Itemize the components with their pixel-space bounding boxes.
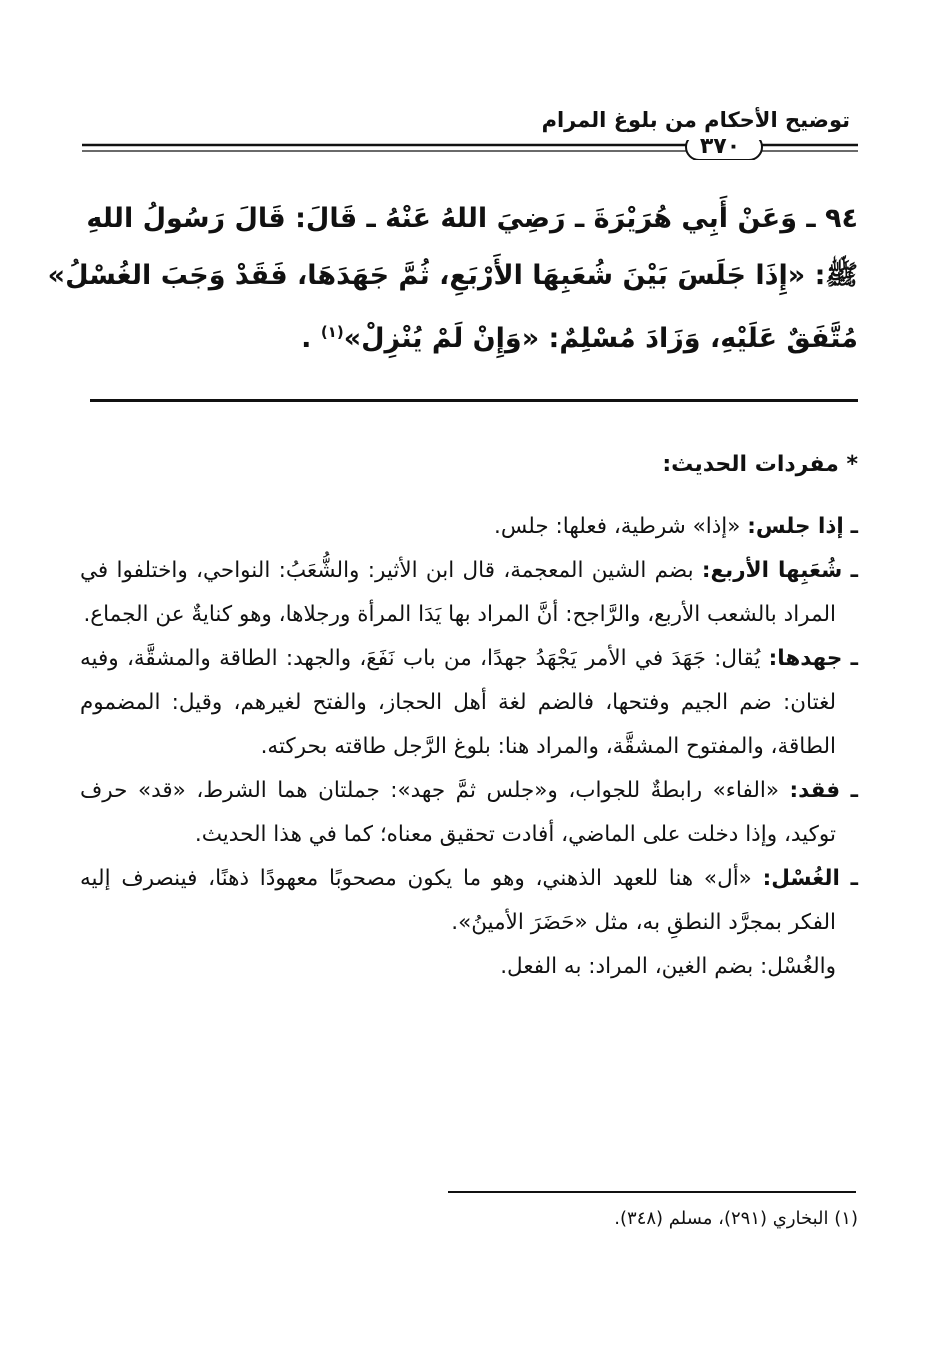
vocab-term: شُعَبِها الأربع: [701, 558, 843, 583]
page-number: ٣٧٠ [699, 134, 741, 159]
footnote: (١) البخاري (٢٩١)، مسلم (٣٤٨). [614, 1208, 858, 1229]
vocab-entry [80, 857, 858, 945]
vocab-entry [80, 549, 858, 637]
footnote-rule [448, 1191, 856, 1193]
vocab-entry [80, 637, 858, 769]
vocab-term: إذا جلس: [747, 514, 844, 539]
footnote-marker: (١) [320, 323, 344, 341]
vocab-entry [80, 769, 858, 857]
hadith-line-2: ﷺ: «إِذَا جَلَسَ بَيْنَ شُعَبِهَا الأَرْبَعِ، ثُمَّ جَهَدَهَا، فَقَدْ وَجَبَ الغُسْلُ» [47, 260, 858, 291]
vocab-heading: * مفردات الحديث: [662, 452, 858, 477]
vocab-entry [80, 505, 858, 549]
hadith-line-1: ٩٤ ـ وَعَنْ أَبِي هُرَيْرَةَ ـ رَضِيَ اللهُ عَنْهُ ـ قَالَ: قَالَ رَسُولُ اللهِ [86, 203, 858, 234]
hadith-text [47, 190, 858, 367]
vocab-term: الغُسْل: [762, 866, 840, 891]
vocab-explanation: «أل» هنا للعهد الذهني، وهو ما يكون مصحوبًا معهودًا ذهنًا، فينصرف إليه الفكر بمجرَّد النطقِ به، مثل «حَضَرَ الأمينُ». [80, 866, 836, 935]
vocab-body [80, 505, 858, 989]
hadith-line-3-end: . [301, 323, 312, 354]
vocab-term: جهدها: [768, 646, 843, 671]
vocab-explanation: بضم الشين المعجمة، قال ابن الأثير: والشُّعَبُ: النواحي، واختلفوا في المراد بالشعب الأربع، والرَّاجح: أنَّ المراد بها يَدَا المرأة ورجلاها، وهو كنايةٌ عن الجماع. [80, 558, 836, 627]
vocab-explanation: يُقال: جَهَدَ في الأمر يَجْهَدُ جهدًا، من باب نَفَعَ، والجهد: الطاقة والمشقَّة، وفيه لغتان: ضم الجيم وفتحها، فالضم لغة أهل الحجاز، والفتح لغيرهم، وقيل: المضموم الطاقة، والمفتوح المشقَّة، والمراد هنا: بلوغ الرَّجل طاقته بحركته. [80, 646, 836, 759]
hadith-line-3 [80, 304, 858, 367]
entry-dash: ـ [850, 646, 858, 671]
vocab-explanation: «الفاء» رابطةٌ للجواب، و«جلس ثمَّ جهد»: جملتان هما الشرط، «قد» حرف توكيد، وإذا دخلت على الماضي، أفادت تحقيق معناه؛ كما في هذا الحديث. [80, 778, 836, 847]
entry-dash: ـ [850, 866, 858, 891]
running-header-title: توضيح الأحكام من بلوغ المرام [541, 108, 850, 132]
section-divider [90, 399, 858, 402]
entry-dash: ـ [850, 514, 858, 539]
entry-dash: ـ [850, 558, 858, 583]
vocab-explanation: «إذا» شرطية، فعلها: جلس. [494, 514, 748, 539]
entry-dash: ـ [850, 778, 858, 803]
vocab-note: والغُسْل: بضم الغين، المراد: به الفعل. [500, 954, 836, 979]
hadith-line-3-text: مُتَّفَقٌ عَلَيْهِ، وَزَادَ مُسْلِمٌ: «وَإِنْ لَمْ يُنْزِلْ» [343, 323, 858, 354]
vocab-term: فقد: [789, 778, 841, 803]
